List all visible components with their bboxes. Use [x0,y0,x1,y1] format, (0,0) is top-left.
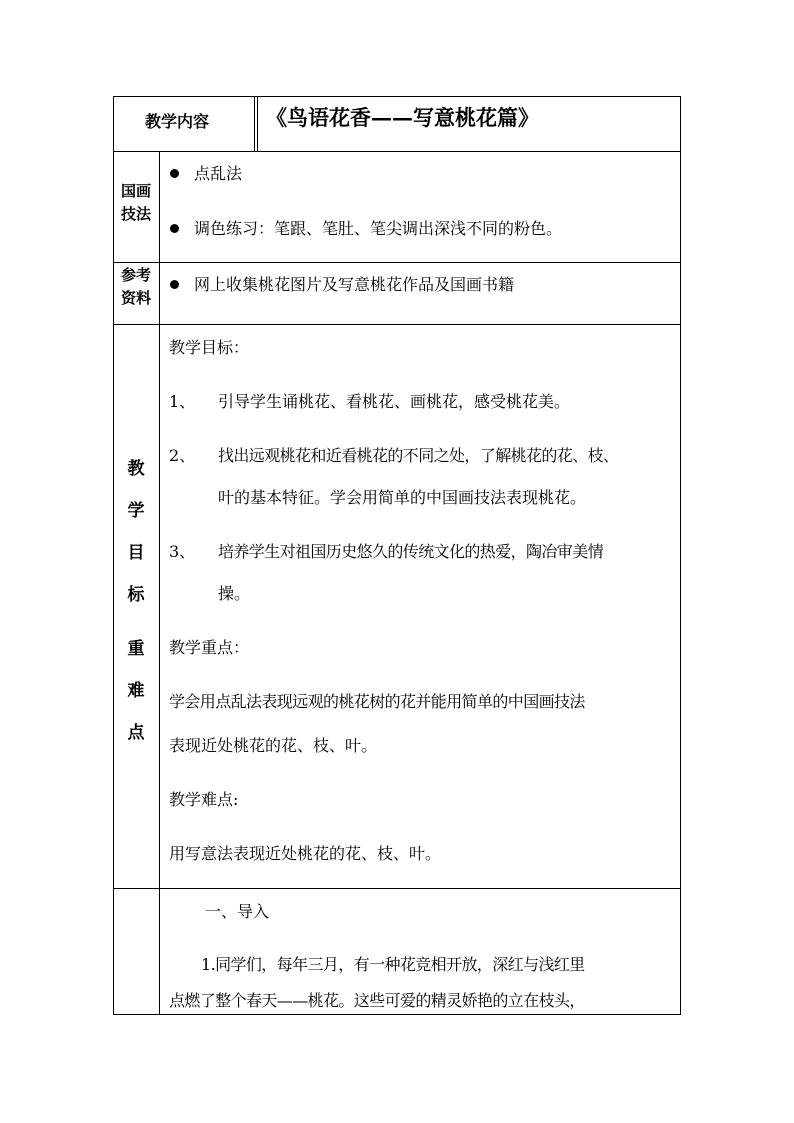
reference-label-2: 资料 [120,289,151,307]
side-label-char: 标 [127,585,145,605]
process-paragraph: 点燃了整个春天——桃花。这些可爱的精灵娇艳的立在枝头， [169,991,585,1010]
goal-number: 2、 [169,446,196,465]
side-label-char: 目 [127,543,145,563]
row-divider-3 [113,324,681,325]
difficulty-text: 用写意法表现近处桃花的花、枝、叶。 [169,844,442,863]
header-divider-b [257,96,258,151]
table-border-top [113,96,681,97]
goal-number: 3、 [169,542,196,561]
bullet-icon [170,224,179,233]
goal-text: 找出远观桃花和近看桃花的不同之处，了解桃花的花、枝、 [218,446,619,465]
table-border-right [680,96,681,1014]
table-border-bottom [113,1014,681,1015]
technique-item: 点乱法 [194,164,243,183]
row-divider-2 [113,262,681,263]
focus-heading: 教学重点： [169,638,250,657]
goal-text: 引导学生诵桃花、看桃花、画桃花，感受桃花美。 [218,392,571,411]
reference-label-1: 参考 [120,266,151,284]
bullet-icon [170,280,179,289]
goal-number: 1、 [169,392,196,411]
row-divider-4 [113,888,681,889]
goals-heading: 教学目标： [169,338,250,357]
side-label-char: 难 [127,681,145,701]
focus-text: 表现近处桃花的花、枝、叶。 [169,736,378,755]
header-label: 教学内容 [145,112,210,131]
technique-item: 调色练习：笔跟、笔肚、笔尖调出深浅不同的粉色。 [194,219,563,238]
label-column-divider [159,151,160,1014]
technique-label-1: 国画 [120,182,151,200]
process-paragraph: 1.同学们，每年三月，有一种花竞相开放，深红与浅红里 [201,955,585,974]
side-label-char: 点 [127,723,145,743]
goal-text: 培养学生对祖国历史悠久的传统文化的热爱，陶冶审美情 [218,542,604,561]
focus-text: 学会用点乱法表现远观的桃花树的花并能用简单的中国画技法 [169,692,585,711]
section-heading: 一、导入 [205,902,270,921]
reference-item: 网上收集桃花图片及写意桃花作品及国画书籍 [194,275,515,294]
side-label-char: 教 [127,459,145,479]
difficulty-heading: 教学难点: [169,790,239,809]
side-label-char: 重 [127,639,145,659]
bullet-icon [170,169,179,178]
goal-text: 操。 [218,584,251,603]
technique-label-2: 技法 [120,205,151,223]
header-divider-a [254,96,255,151]
side-label-char: 学 [127,501,145,521]
row-divider-1 [113,151,681,152]
lesson-title: 《鸟语花香——写意桃花篇》 [266,105,539,130]
goal-text: 叶的基本特征。学会用简单的中国画技法表现桃花。 [218,488,587,507]
